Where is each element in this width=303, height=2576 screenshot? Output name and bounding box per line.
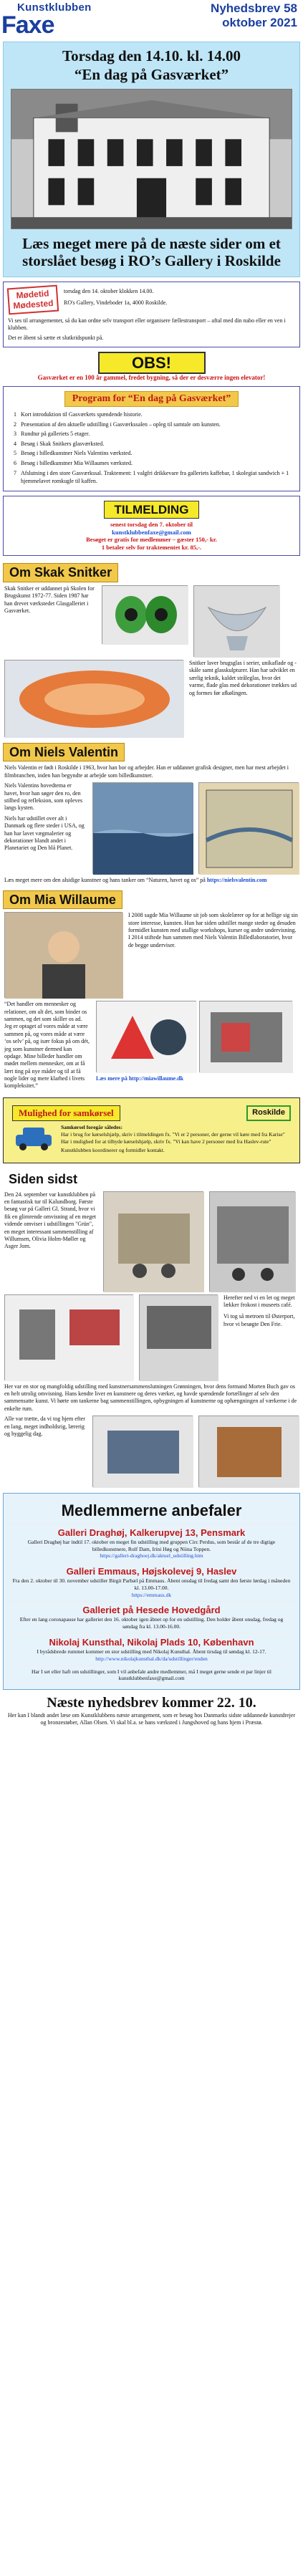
item-number: 5 (14, 450, 16, 457)
signup-email-link[interactable]: kunstklubbenfaxe@gmail.com (112, 528, 191, 536)
logo (1, 1, 92, 39)
program-list (8, 410, 295, 486)
carpool-city: Roskilde (246, 1105, 291, 1121)
valentin-painting-photo (198, 782, 299, 874)
next-newsletter-text: Her kan I blandt andet læse om Kunstklubbens næste arrangement, som er besøg hos Danmarks sidste uddannede kunstdrejer og bronzestøber, Allan Olsen. Vi skal bl.a. se hans værksted i Jungshoved og hans hjem i Præstø. (7, 1711, 296, 1726)
hero-call-to-action: Læs meget mere på de næste sider om et storslået besøg i RO’s Gallery i Roskilde (22, 234, 281, 269)
meeting-place: RO's Gallery, Vindeboder 1a, 4000 Roskilde. (64, 299, 168, 307)
hero-box (3, 42, 300, 277)
section-heading: Om Mia Willaume (3, 890, 122, 910)
niels-read-more (0, 877, 303, 884)
list-item (8, 439, 295, 449)
since-last-intro: Den 24. september var kunstklubben på en fantastisk tur til Kalundborg. Første besøg var på Galleri Gl. Strand, hvor vi fik en glimrende omvisning af en meget vidende omviser i udstillingen "Grün", en meget interessant sammenstilling af Willumsen, Olivia Holm-Møller og Asger Jorn. (4, 1191, 96, 1250)
since-last-lunch-and-metro (223, 1294, 299, 1329)
next-newsletter (0, 1694, 303, 1727)
item-number: 7 (14, 469, 16, 476)
niels-read-more-text: Læs meget mere om den alsidige kunstner og hans tanker om “Naturen, havet og os” på (4, 877, 206, 884)
recommendations-title: Medlemmerne anbefaler (61, 1501, 242, 1520)
recommendations-card (3, 1493, 300, 1690)
mia-artwork-photo-1 (96, 1001, 196, 1072)
gasvaerket-photo (11, 89, 292, 229)
list-item (8, 458, 295, 468)
signup-meal-price: 1 betaler selv for traktementet kr. 85,-. (101, 543, 202, 551)
list-item (8, 468, 295, 486)
item-text: Rundtur på galleriets 5 etager. (21, 431, 90, 438)
glass-art-photo (4, 660, 183, 737)
logo-small-text: Kunstklubben (17, 1, 92, 14)
hero-date: Torsdag den 14.10. kl. 14.00 (62, 47, 241, 64)
carpool-title: Mulighed for samkørsel (12, 1105, 120, 1121)
carpool-offer-ride: Har i mulighed for at tilbyde kørselshjælp, skriv fx. "Vi kan have 2 personer med fra Haslev-rute" (61, 1138, 271, 1145)
issue-number: Nyhedsbrev 58 (211, 1, 297, 15)
gallery-name: Nikolaj Kunsthal, Nikolaj Plads 10, København (49, 1636, 254, 1648)
item-number: 3 (14, 431, 16, 438)
gallery-item (8, 1633, 295, 1665)
artwork-room-photo (92, 1416, 193, 1487)
gallery-photo (139, 1294, 218, 1380)
program-title: Program for “En dag på Gasværket” (64, 391, 239, 407)
item-text: Besøg i billedkunstner Niels Valentins værksted. (21, 450, 133, 457)
signup-deadline: senest torsdag den 7. oktober til (110, 520, 193, 528)
mia-quote: “Det handler om mennesker og relationer, om alt det, som binder os sammen, og det som skiller os ad. Jeg er optaget af vores måde at være sammen på, og vores måde at være ‘os selv’ på, og især fokus på om dét, jeg som kunstner dermed kan opdage. Mine billeder handler om mødet mellem mennesker, om at få lært ting på nye måder og til at få nogle lider og mere klarhed i livets kompleksitet.” (4, 1001, 90, 1090)
since-last-closing: Alle var trætte, da vi tog hjem efter en lang, meget indholdsrig, lærerig og hyggelig dag. (4, 1416, 85, 1437)
next-newsletter-title: Næste nyhedsbrev kommer 22. 10. (47, 1694, 256, 1711)
carpool-contact: Kunstklubben koordinerer og formidler kontakt. (61, 1147, 165, 1154)
meeting-details (64, 287, 167, 307)
gallery-item (8, 1524, 295, 1562)
since-last-lunch: Herefter ned vi en let og meget lækker frokost i museets café. (223, 1294, 295, 1308)
gallery-name: Galleri Emmaus, Højskolevej 9, Haslev (66, 1565, 237, 1577)
niels-text-column (4, 782, 87, 852)
signup-title: TILMELDING (104, 501, 200, 519)
gallery-link[interactable]: https://emmaus.dk (131, 1591, 172, 1598)
section-mia-willaume (0, 888, 303, 1093)
item-text: Præsentation af den aktuelle udstilling i Gasværkssalen – opleg til samtale om kunsten. (21, 420, 221, 428)
meeting-time: torsdag den 14. oktober klokken 14.00. (64, 287, 154, 294)
since-last-metro: Vi tog så metroen til Østerport, hvor vi besøgte Den Frie. (223, 1313, 295, 1327)
gallery-name: Galleriet på Hesede Hovedgård (82, 1604, 221, 1615)
item-text: Besøg i billedkunstner Mia Willaumes værksted. (21, 459, 133, 466)
since-last-den-frie: Her var en stor og mangfoldig udstilling med kunstnersammenslutningen Grønningen, hvor dens formand Morten Buch gav os en helt utrolig omvisning. Hans kendte liver en kunstnere og deres værker, og havde spændende fortællinger af selv den sammensatte kunst. Vi hørte om tankerne bag sammenstillingen, opbygningen af kunstnerne og ophængningen af værkerne i de enkelte rum. (4, 1383, 297, 1412)
niels-website-link[interactable]: https://nielsvalentin.com (206, 877, 267, 884)
item-number: 6 (14, 459, 16, 466)
section-heading: Siden sidst (3, 1171, 83, 1188)
newsletter-issue (211, 1, 297, 31)
carpool-card (3, 1097, 300, 1163)
mia-portrait-photo (4, 912, 122, 998)
painting-room-photo (198, 1416, 299, 1487)
gallery-description: Galleri Draghøj har indtil 17. oktober en meget fin udstilling med gruppen Circ Perdus, som består af de tre digtige billedkunstnere, Rolf Dam, Irini Høg og Niina Toppen. (27, 1538, 276, 1552)
sea-painting-photo (92, 782, 193, 874)
issue-month: oktober 2021 (222, 16, 297, 30)
list-item (8, 448, 295, 458)
signup-card (3, 496, 300, 557)
gallery-link[interactable]: http://www.nikolajkunsthal.dk/da/udstillinger/enden (95, 1655, 208, 1662)
niels-theme: Niels Valentins hovedtema er havet, hvor han søger den ro, den stilhed og refleksion, som opleves langs kysten. (4, 782, 83, 812)
item-text: Kort introduktion til Gasværkets spændende historie. (21, 410, 143, 418)
exhibition-photo (4, 1294, 133, 1380)
skak-caption: Snitker laver brugsglas i serier, unikaflade og -skåle samt glasskulpturer. Han har udviklet en særlig teknik, kaldet stråleglas, hvor det varme, flade glas med dekorationer trækkes ud og formes før afkølingen. (189, 659, 297, 696)
glass-eyes-photo (102, 585, 188, 644)
gallery-item (8, 1601, 295, 1633)
car-icon (12, 1124, 55, 1153)
header (0, 0, 303, 40)
carpool-intro: Samkørsel foregår således: (61, 1124, 122, 1131)
gallery-description: I byrådsbrede rummet kommer en stor udstilling med Nikolaj Kunsthal. Åbent tirsdag til søndag kl. 12-17. (37, 1648, 266, 1655)
obs-section (3, 352, 300, 383)
hero-event-name: “En dag på Gasværket” (74, 66, 229, 84)
stamp-label-time: Mødetid (16, 288, 49, 301)
item-number: 4 (14, 440, 16, 447)
section-since-last (0, 1168, 303, 1487)
section-skak-snitker (0, 560, 303, 740)
meeting-card (3, 282, 300, 347)
gallery-item (8, 1562, 295, 1601)
gallery-description: Efter en lang coronapause har galleriet den 16. oktober igen åbnet op for en udstilling. Den holder åbent onsdag, fredag og søndag fra kl. 13.00-16.00. (19, 1616, 284, 1630)
recommendations-footnote: Har I set eller haft om udstillinger, som I vil anbefale andre medlemmer, må I meget gerne sende et par linjer til kunstklubbenfaxe@gmail.com (8, 1665, 295, 1685)
signup-price: Besøget er gratis for medlemmer – gæster 150,- kr. (86, 536, 217, 544)
section-heading: Om Skak Snitker (3, 563, 118, 582)
gallery-name: Galleri Draghøj, Kalkerupvej 13, Pensmark (57, 1527, 246, 1538)
item-number: 2 (14, 420, 16, 428)
carpool-need-ride: Har i brug for kørselshjælp, skriv i tilmeldingen fx. "Vi er 2 personer, der gerne vil køre med fra Karise" (61, 1130, 285, 1138)
museum-visit-photo (103, 1191, 203, 1292)
mia-read-more (96, 1075, 292, 1082)
mia-intro: I 2008 sagde Mia Willaume sit job som skolelærer op for at hellige sig sin store interesse, kunsten. Hun har siden udstillet mange steder og desuden formidlet kunsten med utallige workshops, kurser og andre undervisning. I 2014 stiftede hun sammen med Niels Valentin Billedlaboratoriet, hvor de begge underviser. (128, 912, 298, 948)
meeting-aside: Det er åbent så sætte et slutkridspunkt på. (8, 335, 104, 342)
list-item (8, 429, 295, 439)
niels-exhibitions: Niels har udstillet over alt i Danmark og flere steder i USA, og han har lavet vægmalerier og dekorationer blandt andet i Planetariet og Den blå Planet. (4, 814, 85, 852)
section-niels-valentin (0, 740, 303, 885)
item-text: Besøg i Skak Snitkers glasværksted. (21, 440, 105, 447)
logo-big-text: Faxe (1, 11, 54, 39)
carpool-header (8, 1102, 295, 1124)
obs-subtitle: Gasværket er en 100 år gammel, fredet bygning, så der er desværre ingen elevator! (37, 374, 266, 382)
carpool-details (61, 1124, 291, 1154)
meeting-arrangement: Vi ses til arrangementet, så du kan ordne selv transport eller organisere fællestransport – aftal med din nabo eller en ven i klubben. (8, 317, 286, 331)
mia-read-more-text: Læs mere på (96, 1075, 128, 1082)
skak-intro: Skak Snitker er uddannet på Skolen for Brugskunst 1972-77. Siden 1987 har han drevet værkstedet Glasgalleriet i Gasværket. (4, 585, 95, 615)
meeting-stamp (7, 284, 59, 314)
item-text: Afslutning i den store Gasværkssal. Traktement: 1 valgfri drikkevare fra galleriets kaffebar, 1 skolegiat sandwich + 1 hjemmelavet romkugle til kaffen. (21, 469, 289, 485)
gallery-description: Fra den 2. oktober til 30. november udstiller Birgit Parbæl på Emmaus. Åbent onsdag til fredag samt den første lørdag i måneden kl. 13.00-17.00. (12, 1577, 291, 1591)
item-number: 1 (14, 410, 16, 418)
section-heading: Om Niels Valentin (3, 743, 125, 762)
niels-intro: Niels Valentin er født i Roskilde i 1963, hvor han bor og arbejder. Han er uddannet grafisk designer, men har mest arbejdet i filmbranchen, inden han begyndte at arbejde som billedkunstner. (4, 764, 289, 779)
gallery-link[interactable]: https://galleri-draghoej.dk/aktuel_udstilling.htm (100, 1552, 203, 1559)
stamp-label-place: Mødested (13, 298, 54, 312)
program-card (3, 386, 300, 491)
list-item (8, 410, 295, 420)
obs-label: OBS! (98, 352, 206, 375)
mia-website-link[interactable]: http://miawillaume.dk (128, 1075, 184, 1082)
glass-bowl-photo (193, 585, 279, 657)
list-item (8, 420, 295, 430)
group-visit-photo (209, 1191, 295, 1292)
mia-artwork-photo-2 (199, 1001, 292, 1072)
